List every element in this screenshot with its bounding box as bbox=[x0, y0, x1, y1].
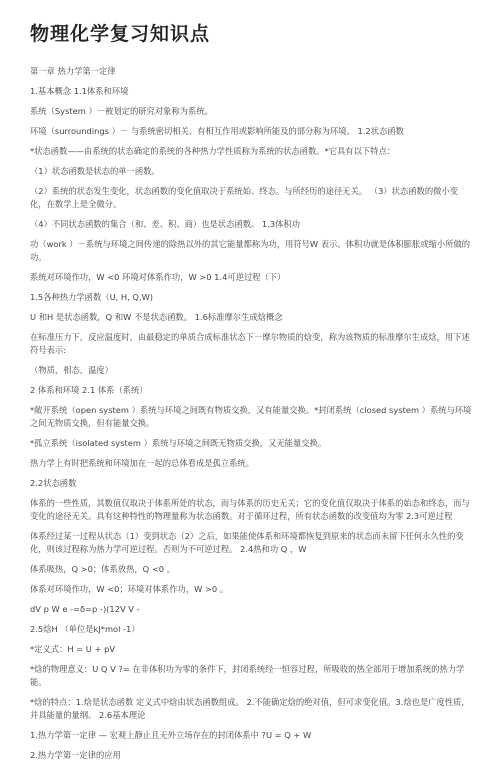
paragraph: 热力学上有时把系统和环境加在一起的总体看成是孤立系统。 bbox=[30, 458, 255, 468]
paragraph: *孤立系统（isolated system ）系统与环境之间既无物质交换，又无能量交换。 bbox=[30, 438, 327, 448]
paragraph: （4）不同状态函数的集合（和、差、积、商）也是状态函数。 1.3体积功 bbox=[30, 219, 301, 229]
paragraph: （2）系统的状态发生变化，状态函数的变化值取决于系统始、终态。与所经历的途径无关。 （3）状态函数的微小变化，在数学上是全微分。 bbox=[30, 186, 459, 209]
paragraph: 系统对环境作功，W <0 环境对体系作功，W >0 1.4可逆过程（下） bbox=[30, 272, 286, 282]
formula-line: *定义式：H = U + pV bbox=[30, 644, 116, 654]
paragraph: 功（work ）－系统与环境之间传递的除热以外的其它能量都称为功，用符号W 表示。体积功就是体积膨胀或缩小所做的功。 bbox=[30, 239, 471, 262]
paragraph: U 和H 是状态函数，Q 和W 不是状态函数。 1.6标准摩尔生成焓概念 bbox=[30, 312, 283, 322]
title-spacer bbox=[30, 48, 474, 65]
paragraph: 体系吸热，Q >0；体系放热，Q <0 。 bbox=[30, 564, 175, 574]
formula-line: dV p W e -=δ=p -)(12V V - bbox=[30, 604, 140, 614]
paragraph: （物质，相态，温度） bbox=[30, 365, 113, 375]
section-heading: 1.基本概念 1.1体系和环境 bbox=[30, 86, 129, 96]
paragraph: 1.5各种热力学函数（U, H, Q,W) bbox=[30, 292, 154, 302]
section-heading: 2 体系和环境 2.1 体系（系统） bbox=[30, 385, 148, 395]
paragraph: *状态函数——由系统的状态确定的系统的各种热力学性质称为系统的状态函数。*它具有以下特点： bbox=[30, 146, 396, 156]
section-heading: 2.5焓H （单位是kJ*mol -1） bbox=[30, 624, 140, 634]
paragraph: 在标准压力下，反应温度时，由最稳定的单质合成标准状态下一摩尔物质的焓变，称为该物质的标准摩尔生成焓，用下述符号表示: bbox=[30, 332, 470, 355]
paragraph: *焓的特点：1.焓是状态函数 定义式中焓由状态函数组成。 2.不能确定焓的绝对值，但可求变化值。3.焓也是广度性质，并具能量的量纲。 2.6基本理论 bbox=[30, 697, 470, 720]
paragraph: 体系对环境作功，W <0；环境对体系作功，W >0 。 bbox=[30, 584, 229, 594]
page-title: 物理化学复习知识点 bbox=[30, 23, 211, 45]
paragraph: 2.热力学第一定律的应用 bbox=[30, 750, 121, 760]
paragraph: *敞开系统（open system ）系统与环境之间既有物质交换，又有能量交换。*封闭系统（closed system ）系统与环境之间无物质交换，但有能量交换。 bbox=[30, 405, 472, 428]
paragraph: 体系经过某一过程从状态（1）变到状态（2）之后，如果能使体系和环境都恢复到原来的状态而未留下任何永久性的变化，则该过程称为热力学可逆过程。否则为不可逆过程。 2.4热和功 Q ，W bbox=[30, 531, 464, 554]
section-heading: 2.2状态函数 bbox=[30, 478, 77, 488]
chapter-heading: 第一章 热力学第一定律 bbox=[30, 66, 116, 76]
paragraph: 系统（System ）－被划定的研究对象称为系统。 bbox=[30, 106, 213, 116]
paragraph: *焓的物理意义：U Q V ?= 在非体积功为零的条件下，封闭系统经一恒容过程，所吸收的热全部用于增加系统的热力学能。 bbox=[30, 664, 465, 687]
paragraph: 体系的一些性质，其数值仅取决于体系所处的状态，而与体系的历史无关；它的变化值仅取决于体系的始态和终态，而与变化的途径无关。具有这种特性的物理量称为状态函数。对于循环过程，所有状态函数的改变值均为零 2.3可逆过程 bbox=[30, 498, 470, 521]
paragraph: 环境（surroundings ）－ 与系统密切相关、有相互作用或影响所能及的部分称为环境。 1.2状态函数 bbox=[30, 126, 404, 136]
paragraph: 1.热力学第一定律 — 宏观上静止且无外立场存在的封闭体系中 ?U = Q + W bbox=[30, 730, 312, 740]
paragraph: （1）状态函数是状态的单一函数。 bbox=[30, 166, 160, 176]
